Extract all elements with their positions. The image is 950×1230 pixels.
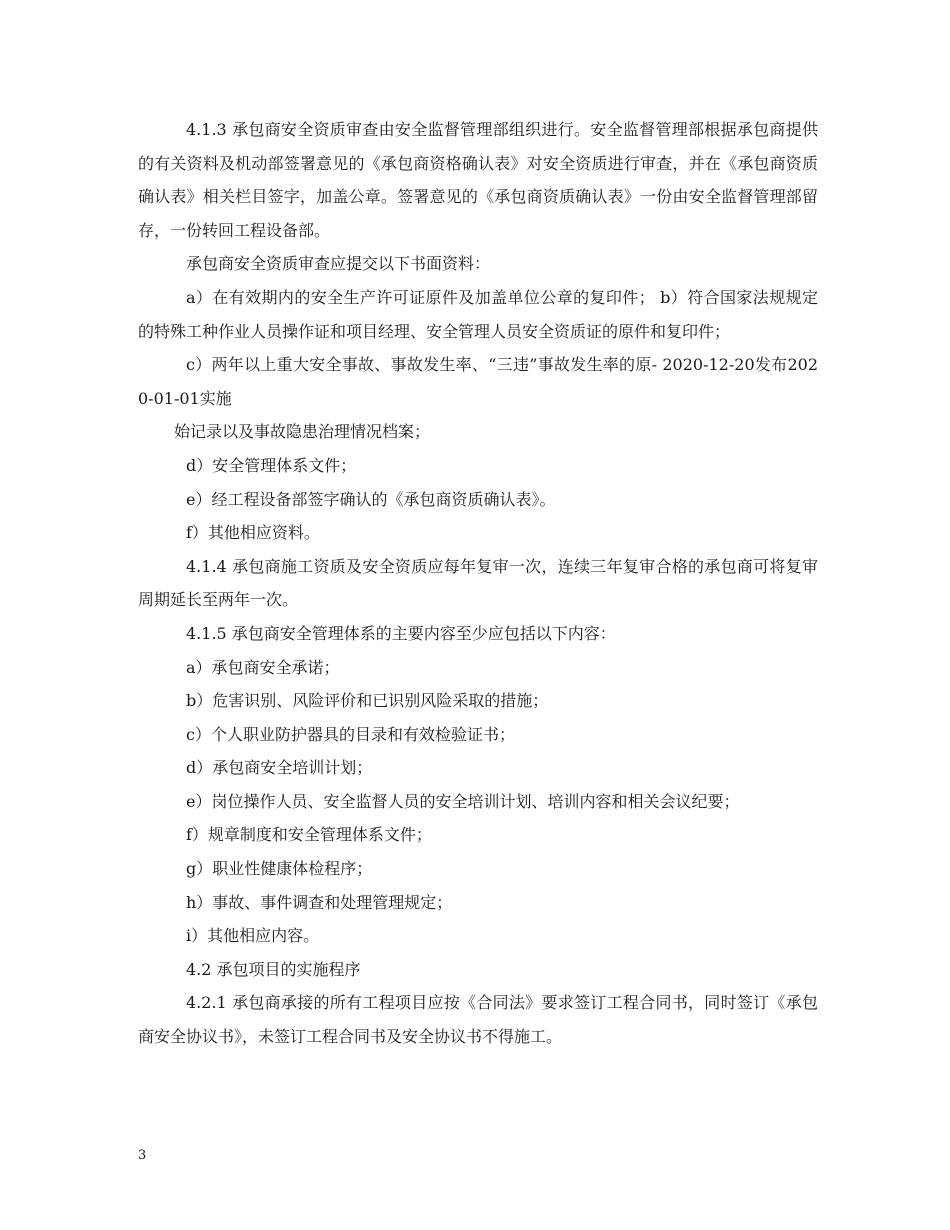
paragraph: b）危害识别、风险评价和已识别风险采取的措施； [186,691,549,711]
paragraph: d）安全管理体系文件； [186,455,357,475]
paragraph: 4.1.3 承包商安全资质审查由安全监督管理部组织进行。安全监督管理部根据承包商提供的有关资料及机动部签署意见的《承包商资格确认表》对安全资质进行审查，并在《承包商资质确认表》相关栏目签字，加盖公章。签署意见的《承包商资质确认表》一份由安全监督管理部留存，一份转回工程设备部。 [138,120,818,240]
paragraph: d）承包商安全培训计划； [186,758,373,778]
paragraph: c）两年以上重大安全事故、事故发生率、“三违”事故发生率的原- 2020-12-20发布2020-01-01实施 [138,355,818,408]
page-number: 3 [138,1148,147,1163]
paragraph: e）经工程设备部签字确认的《承包商资质确认表》。 [186,489,556,509]
section-heading: 4.2 承包项目的实施程序 [186,959,361,979]
paragraph: f）规章制度和安全管理体系文件； [186,825,432,845]
paragraph: g）职业性健康体检程序； [186,859,373,879]
paragraph: 4.1.5 承包商安全管理体系的主要内容至少应包括以下内容： [186,623,616,643]
paragraph: 始记录以及事故隐患治理情况档案； [174,422,431,442]
document-body [138,113,818,1054]
paragraph: e）岗位操作人员、安全监督人员的安全培训计划、培训内容和相关会议纪要； [186,791,740,811]
paragraph: f）其他相应资料。 [186,523,320,543]
paragraph: a）承包商安全承诺； [186,657,340,677]
paragraph: i）其他相应内容。 [186,926,320,946]
paragraph: 4.1.4 承包商施工资质及安全资质应每年复审一次，连续三年复审合格的承包商可将复审周期延长至两年一次。 [138,556,818,610]
paragraph: 承包商安全资质审查应提交以下书面资料： [186,254,491,274]
paragraph: h）事故、事件调查和处理管理规定； [186,892,453,912]
paragraph: c）个人职业防护器具的目录和有效检验证书； [186,724,515,744]
paragraph: a）在有效期内的安全生产许可证原件及加盖单位公章的复印件； b）符合国家法规规定的特殊工种作业人员操作证和项目经理、安全管理人员安全资质证的原件和复印件； [138,287,818,341]
paragraph: 4.2.1 承包商承接的所有工程项目应按《合同法》要求签订工程合同书，同时签订《承包商安全协议书》，未签订工程合同书及安全协议书不得施工。 [138,993,818,1047]
